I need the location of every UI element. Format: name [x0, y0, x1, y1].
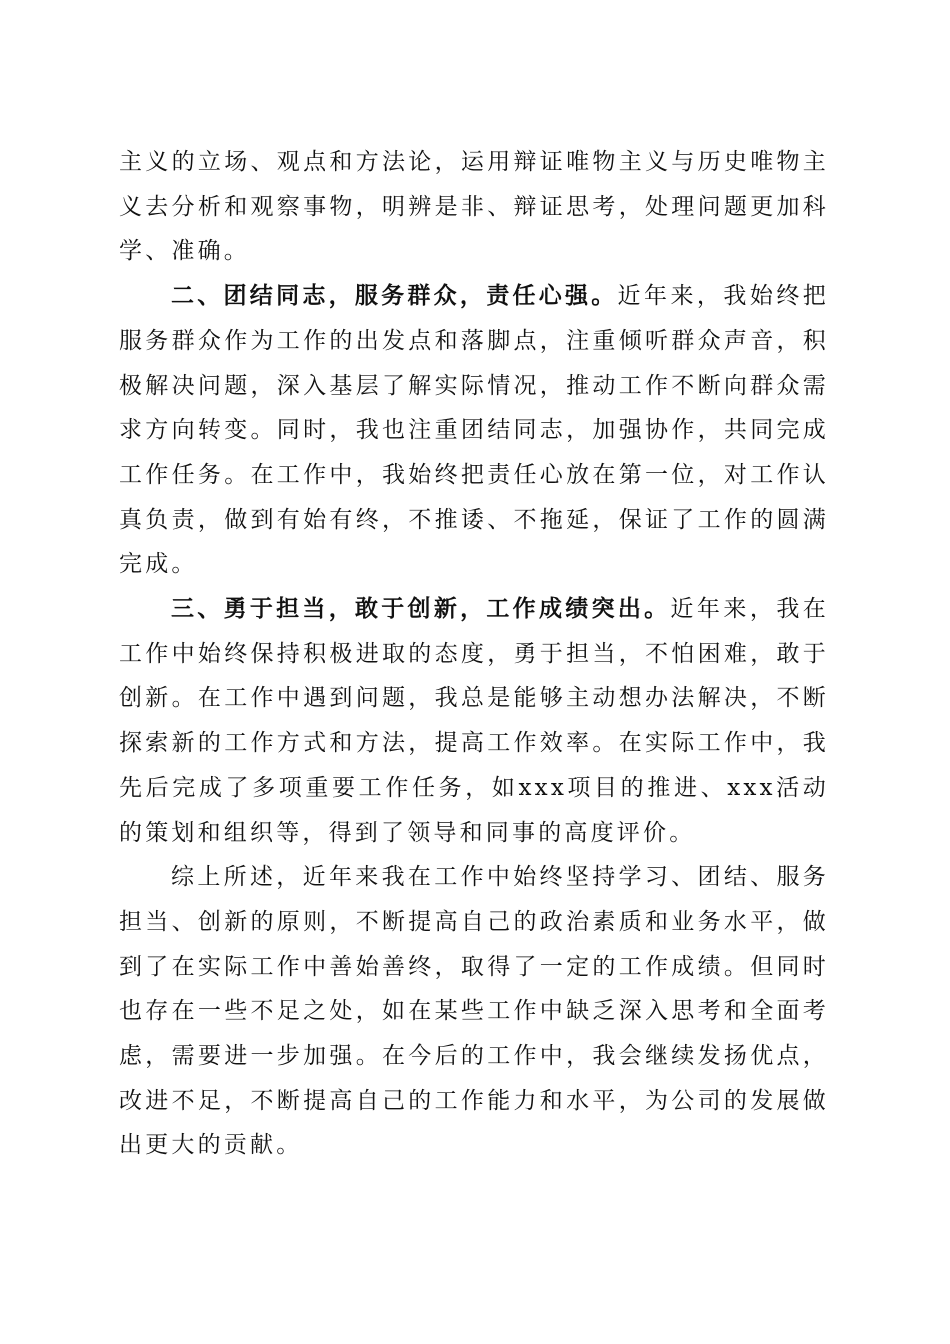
paragraph-continuation: [119, 140, 829, 274]
document-body: [119, 140, 829, 1168]
paragraph-section-three: [119, 587, 829, 855]
paragraph-text: 主义的立场、观点和方法论，运用辩证唯物主义与历史唯物主义去分析和观察事物，明辨是非、辩证思考，处理问题更加科学、准确。: [119, 149, 829, 265]
paragraph-text: 近年来，我始终把服务群众作为工作的出发点和落脚点，注重倾听群众声音，积极解决问题，深入基层了解实际情况，推动工作不断向群众需求方向转变。同时，我也注重团结同志，加强协作，共同完成工作任务。在工作中，我始终把责任心放在第一位，对工作认真负责，做到有始有终，不推诿、不拖延，保证了工作的圆满完成。: [119, 283, 829, 578]
paragraph-section-two: [119, 274, 829, 587]
section-heading: 二、团结同志，服务群众，责任心强。: [171, 283, 618, 310]
paragraph-text: 近年来，我在工作中始终保持积极进取的态度，勇于担当，不怕困难，敢于创新。在工作中遇到问题，我总是能够主动想办法解决，不断探索新的工作方式和方法，提高工作效率。在实际工作中，我先后完成了多项重要工作任务，如xxx项目的推进、xxx活动的策划和组织等，得到了领导和同事的高度评价。: [119, 596, 830, 846]
section-heading: 三、勇于担当，敢于创新，工作成绩突出。: [171, 596, 671, 623]
paragraph-text: 综上所述，近年来我在工作中始终坚持学习、团结、服务担当、创新的原则，不断提高自己的政治素质和业务水平，做到了在实际工作中善始善终，取得了一定的工作成绩。但同时也存在一些不足之处，如在某些工作中缺乏深入思考和全面考虑，需要进一步加强。在今后的工作中，我会继续发扬优点，改进不足，不断提高自己的工作能力和水平，为公司的发展做出更大的贡献。: [119, 864, 829, 1159]
paragraph-summary: [119, 855, 829, 1168]
